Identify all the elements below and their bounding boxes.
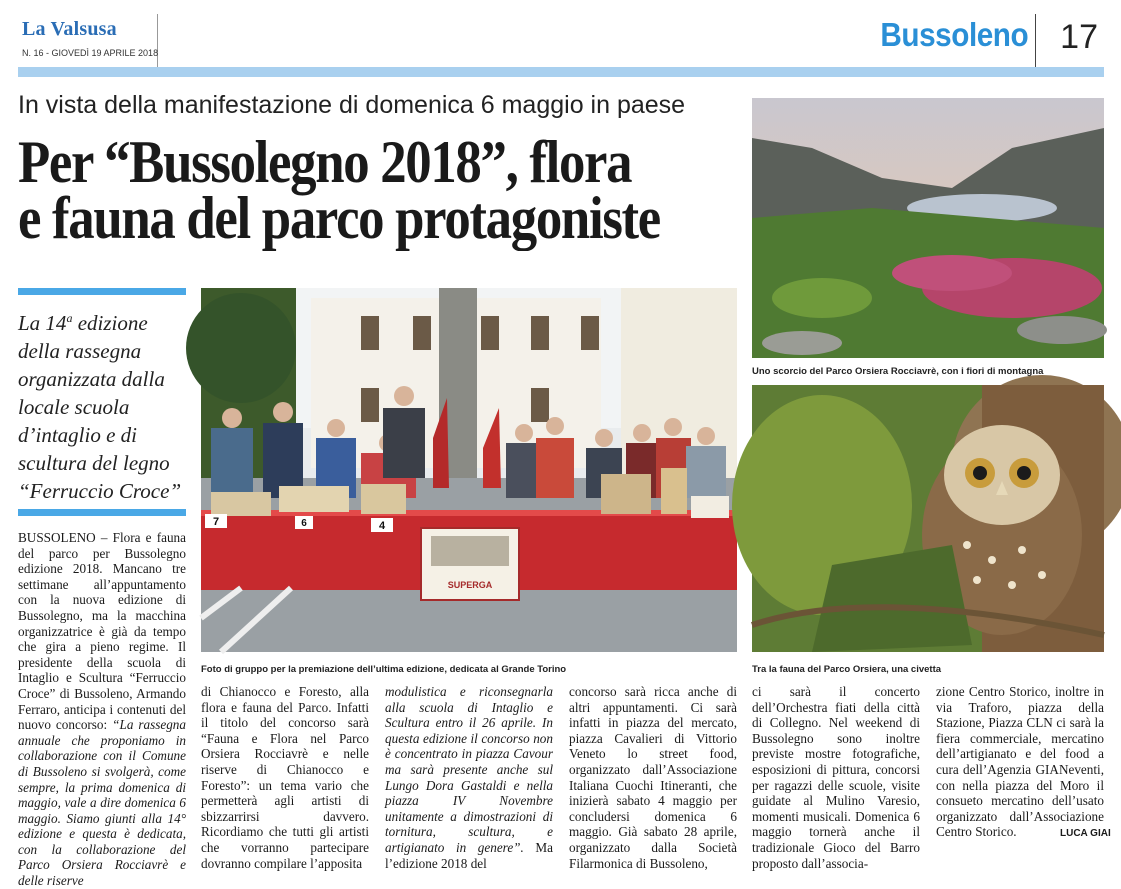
body-quote-3: modulistica e riconsegnarla alla scuola di Intaglio e Scultura entro il 26 aprile. In questa edizione il concorso non è concentrato in piazza Cavour ma sarà presente anche sul Lungo Dora Gastaldi e nella piazza IV Novembre unitamente a dimostrazioni di tornitura, scultura, e artigianato in genere”. [385,684,553,855]
masthead-left [18,14,158,68]
landscape-image [752,98,1104,358]
paper-logo[interactable]: La Valsusa [22,18,117,40]
group-photo[interactable] [201,288,737,652]
landscape-caption: Uno scorcio del Parco Orsiera Rocciavrè, con i fiori di montagna [752,366,1044,377]
body-col3-tail: Ma l’edizione 2018 del [385,839,553,871]
summary-sup: a [66,311,73,325]
headline-line-2: e fauna del parco protagoniste [18,185,660,251]
masthead [18,14,1104,68]
body-quote-1: “La rassegna annuale che proponiamo in collaborazione con il Comune di Bussoleno si svolgerà, come sempre, la prima domenica di maggio, vale a dire domenica 6 maggio. Siamo giunti alla 14° edizione e questa è dedicata, con la collaborazione del Parco Orsiera Rocciavrè e delle riserve [18,717,186,889]
summary-rule-bottom [18,509,186,516]
issue-date: N. 16 - GIOVEDÌ 19 APRILE 2018 [22,48,159,58]
byline: LUCA GIAI [1060,828,1111,839]
owl-photo[interactable] [752,385,1104,652]
summary [18,304,186,505]
body-intro: BUSSOLENO – Flora e fauna del parco per Bussolegno edizione 2018. Mancano tre settimane all’appuntamento con la nuova edizione di Bussolegno, ma la macchina organizzatrice è già da tempo che gira a pieno regime. Il presidente della scuola di Intaglio e Scultura “Ferruccio Croce” di Bussoleno, Armando Ferraro, anticipa i contenuti del nuovo concorso: [18,530,186,733]
body-column-4: concorso sarà ricca anche di altri appuntamenti. Ci sarà infatti in piazza del mercato, piazza Cavalieri di Vittorio Veneto lo street food, organizzato dall’Associazione Italiana Cuochi Itineranti, che inizierà sabato 4 maggio per concludersi domenica 6 maggio. Già sabato 28 aprile, organizzato dalla Società Filarmonica di Bussoleno, [569,684,737,871]
summary-text-b: edizione della rassegna organizzata dalla locale scuola d’intaglio e di scultura del legno “Ferruccio Croce” [18,311,182,503]
summary-text-a: La 14 [18,311,67,335]
table-tag-6: 6 [301,518,307,529]
header-band [18,67,1104,77]
body-column-2: di Chianocco e Foresto, alla flora e fauna del Parco. Infatti il titolo del concorso sarà “Fauna e Flora nel Parco Orsiera Rocciavrè e nelle riserve di Chianocco e Foresto”: un tema vario che permetterà agli artisti di sbizzarrirsi davvero. Ricordiamo che tutti gli artisti che vorranno partecipare dovranno compilare l’apposita [201,684,369,871]
table-tag-7: 7 [212,516,220,528]
kicker: In vista della manifestazione di domenica 6 maggio in paese [18,91,686,119]
headline-line-1: Per “Bussolegno 2018”, flora [18,129,632,195]
group-photo-image [201,288,737,652]
headline [18,129,669,251]
landscape-photo[interactable] [752,98,1104,358]
table-tag-4: 4 [378,520,386,532]
poster-text: SUPERGA [447,580,493,590]
owl-image [752,385,1104,652]
masthead-divider [1035,14,1036,68]
section-title: Bussoleno [880,16,1028,53]
body-column-3 [385,684,553,871]
page-number: 17 [1060,18,1098,56]
group-photo-caption: Foto di gruppo per la premiazione dell’ultima edizione, dedicata al Grande Torino [201,664,567,675]
body-column-6: zione Centro Storico, inoltre in via Traforo, piazza della Stazione, Piazza CLN ci sarà la fiera commerciale, mercatino dell’artigianato e del food a cura dell’Agenzia GIANeventi, con nella piazza del Moro il consueto mercatino dell’usato organizzato dall’Associazione Centro Storico. [936,684,1104,840]
body-column-1 [18,530,186,889]
summary-rule-top [18,288,186,295]
body-column-5: ci sarà il concerto dell’Orchestra fiati della città di Collegno. Nel weekend di Bussolegno sono inoltre previste mostre fotografiche, esposizioni di pittura, concorsi per ragazzi delle scuole, visite guidate al Mulino Varesio, momenti musicali. Domenica 6 maggio tornerà anche il tradizionale Gioco del Barro proposto dall’associa- [752,684,920,871]
owl-caption: Tra la fauna del Parco Orsiera, una civetta [752,664,942,675]
